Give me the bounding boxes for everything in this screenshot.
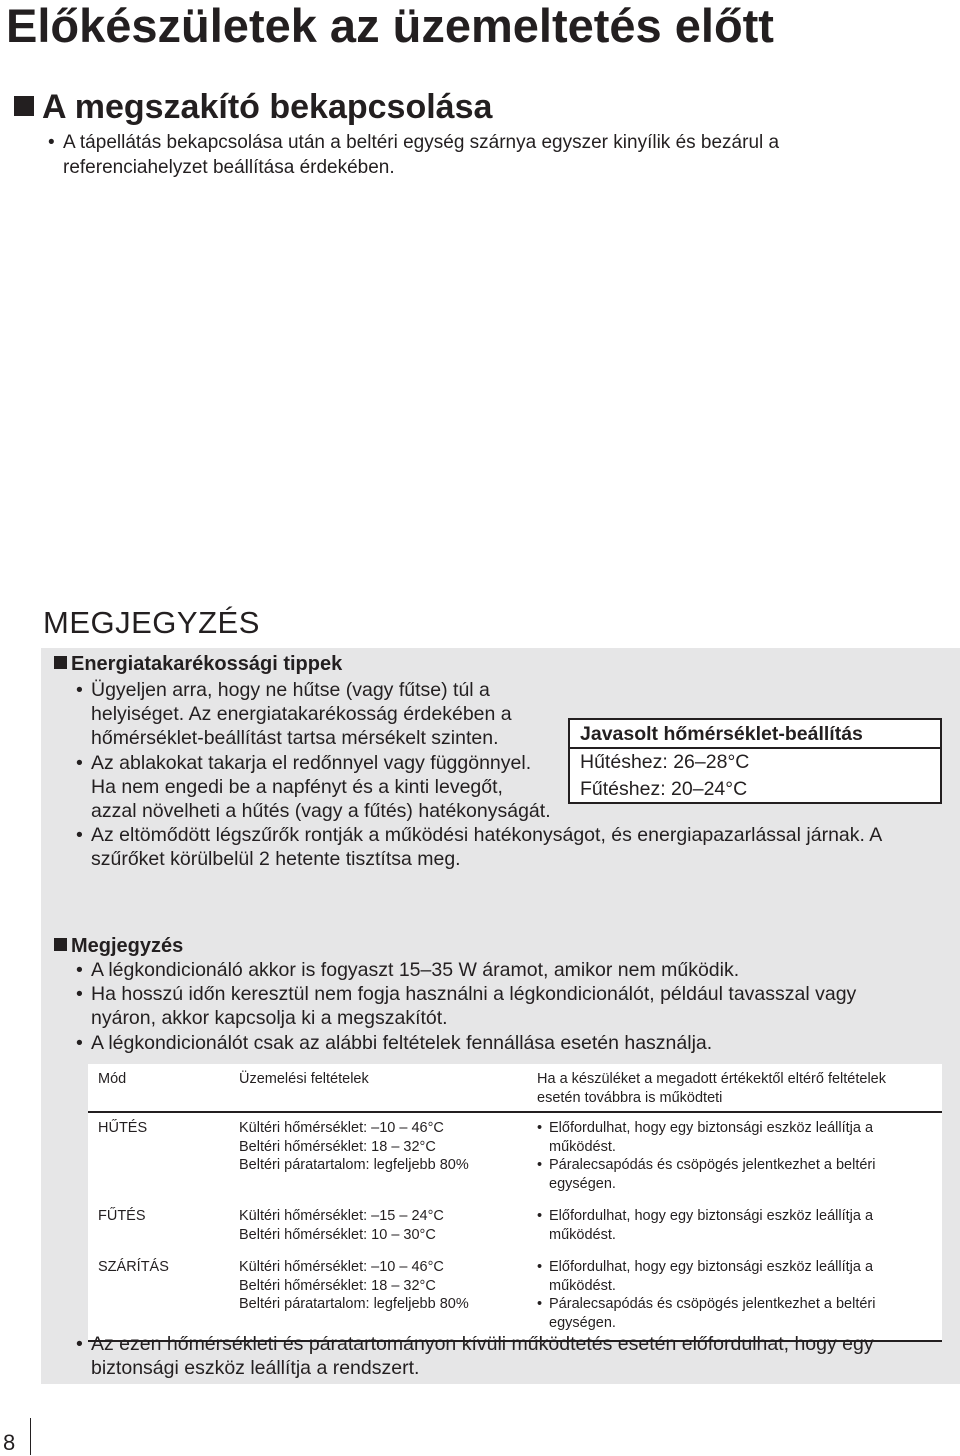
- energy-tips-heading: [54, 652, 342, 676]
- table-header-row: [88, 1064, 942, 1112]
- remarks-heading-text: Megjegyzés: [71, 935, 184, 957]
- condition-line: Beltéri páratartalom: legfeljebb 80%: [239, 1157, 469, 1173]
- remarks-list: [76, 958, 956, 1055]
- effects-cell: [527, 1201, 942, 1252]
- list-item: • Ha hosszú időn keresztül nem fogja használni a légkondicionálót, például tavasszal vagy nyáron, akkor kapcsolja ki a megszakítót.: [76, 982, 891, 1030]
- header-effects: Ha a készüléket a megadott értékektől eltérő feltételek esetén továbbra is működteti: [527, 1064, 942, 1112]
- condition-line: Beltéri hőmérséklet: 10 – 30°C: [239, 1226, 436, 1243]
- conditions-cell: [229, 1201, 527, 1252]
- conditions-cell: [229, 1112, 527, 1201]
- list-item: • Az ezen hőmérsékleti és páratartományon kívüli működtetés esetén előfordulhat, hogy egy biztonsági eszköz leállítja a rendszert.: [76, 1332, 946, 1380]
- note-title: MEGJEGYZÉS: [43, 605, 260, 640]
- mode-cell: HŰTÉS: [98, 1120, 148, 1136]
- table-row: [88, 1201, 942, 1252]
- effects-cell: [527, 1112, 942, 1201]
- square-bullet-icon: [14, 96, 34, 116]
- condition-line: Kültéri hőmérséklet: –10 – 46°C: [239, 1120, 444, 1136]
- breaker-heading-text: A megszakító bekapcsolása: [42, 88, 493, 126]
- effects-cell: [527, 1252, 942, 1341]
- table-row: [88, 1252, 942, 1341]
- breaker-section-heading: [14, 88, 492, 126]
- header-mode: Mód: [88, 1064, 229, 1112]
- square-bullet-icon: [54, 656, 67, 669]
- condition-line: Beltéri hőmérséklet: 18 – 32°C: [239, 1277, 436, 1294]
- condition-line: Beltéri páratartalom: legfeljebb 80%: [239, 1296, 469, 1312]
- list-item: • A légkondicionálót csak az alábbi feltételek fennállása esetén használja.: [76, 1031, 956, 1055]
- recommended-title: Javasolt hőmérséklet-beállítás: [570, 720, 940, 749]
- remarks-heading: [54, 934, 183, 958]
- list-item: • Az eltömődött légszűrők rontják a működési hatékonyságot, és energiapazarlással járnak. A szűrőket körülbelül 2 hetente tisztítsa meg.: [76, 823, 956, 871]
- recommended-temperature-box: [568, 718, 942, 804]
- mode-cell: SZÁRÍTÁS: [88, 1252, 229, 1341]
- energy-tips-heading-text: Energiatakarékossági tippek: [71, 653, 343, 675]
- breaker-bullet-list: [48, 130, 928, 180]
- effect-line: • Előfordulhat, hogy egy biztonsági eszköz leállítja a működést.: [537, 1258, 932, 1295]
- page-number: 8: [3, 1430, 16, 1455]
- recommended-heating: Fűtéshez: 20–24°C: [580, 778, 748, 800]
- list-item: • Ügyeljen arra, hogy ne hűtse (vagy fűtse) túl a helyiséget. Az energiatakarékosság érdekében a hőmérséklet-beállítást tartsa mérsékelt szinten.: [76, 678, 531, 751]
- condition-line: Kültéri hőmérséklet: –15 – 24°C: [239, 1208, 444, 1224]
- recommended-cooling: Hűtéshez: 26–28°C: [580, 751, 750, 773]
- condition-line: Beltéri hőmérséklet: 18 – 32°C: [239, 1138, 436, 1155]
- effect-line: • Páralecsapódás és csöpögés jelentkezhet a beltéri egységen.: [537, 1295, 932, 1332]
- square-bullet-icon: [54, 938, 67, 951]
- operating-conditions-table: [88, 1064, 942, 1342]
- list-item: • Az ablakokat takarja el redőnnyel vagy függönnyel. Ha nem engedi be a napfényt és a kinti levegőt, azzal növelheti a hűtés (vagy a fűtés) hatékonyságát.: [76, 751, 551, 824]
- page-number-divider: [30, 1418, 31, 1455]
- effect-line: • Előfordulhat, hogy egy biztonsági eszköz leállítja a működést.: [537, 1119, 932, 1156]
- effect-line: • Páralecsapódás és csöpögés jelentkezhet a beltéri egységen.: [537, 1156, 932, 1193]
- condition-line: Kültéri hőmérséklet: –10 – 46°C: [239, 1259, 444, 1275]
- final-note-list: [76, 1332, 946, 1380]
- list-item: • A légkondicionáló akkor is fogyaszt 15–35 W áramot, amikor nem működik.: [76, 958, 956, 982]
- page-title: Előkészületek az üzemeltetés előtt: [6, 0, 774, 52]
- list-item: • A tápellátás bekapcsolása után a beltéri egység szárnya egyszer kinyílik és bezárul a referenciahelyzet beállítása érdekében.: [48, 130, 928, 180]
- effect-line: • Előfordulhat, hogy egy biztonsági eszköz leállítja a működést.: [537, 1207, 932, 1244]
- mode-cell: FŰTÉS: [98, 1208, 146, 1224]
- table-row: [88, 1112, 942, 1201]
- conditions-cell: [229, 1252, 527, 1341]
- header-conditions: Üzemelési feltételek: [229, 1064, 527, 1112]
